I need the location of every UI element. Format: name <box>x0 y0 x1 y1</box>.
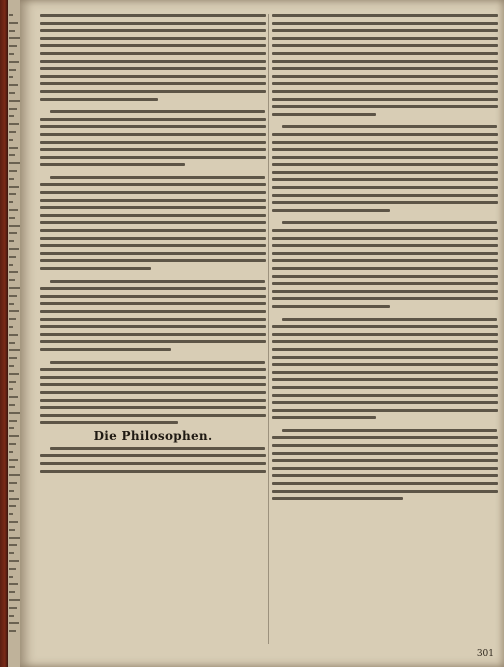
adjacent-text-line <box>9 482 17 484</box>
text-line <box>272 409 498 412</box>
adjacent-text-line <box>9 310 19 312</box>
adjacent-text-line <box>9 131 16 133</box>
adjacent-text-line <box>9 108 17 110</box>
text-line <box>40 310 266 313</box>
adjacent-text-line <box>9 303 14 305</box>
text-line <box>272 67 498 70</box>
adjacent-text-line <box>9 568 16 570</box>
text-line <box>40 267 151 270</box>
text-line <box>272 452 498 455</box>
text-line <box>50 361 265 364</box>
adjacent-text-line <box>9 466 15 468</box>
adjacent-text-line <box>9 435 19 437</box>
text-line <box>272 148 498 151</box>
adjacent-text-line <box>9 232 17 234</box>
text-line <box>40 406 266 409</box>
adjacent-text-line <box>9 552 14 554</box>
text-line <box>272 133 498 136</box>
adjacent-text-line <box>9 396 18 398</box>
text-line <box>40 52 266 55</box>
paragraph-gap <box>40 275 266 280</box>
text-line <box>272 156 498 159</box>
adjacent-text-line <box>9 544 17 546</box>
text-line <box>40 259 266 262</box>
text-line <box>272 244 498 247</box>
adjacent-text-line <box>9 560 19 562</box>
text-line <box>40 287 266 290</box>
text-line <box>40 333 266 336</box>
text-line <box>272 401 498 404</box>
text-line <box>272 237 498 240</box>
adjacent-text-line <box>9 599 20 601</box>
adjacent-text-line <box>9 154 15 156</box>
text-line <box>272 474 498 477</box>
text-line <box>272 348 498 351</box>
text-line <box>272 282 498 285</box>
text-line <box>272 178 498 181</box>
adjacent-text-line <box>9 14 13 16</box>
text-line <box>40 90 266 93</box>
text-line <box>282 318 497 321</box>
adjacent-page-edge <box>8 0 20 667</box>
adjacent-text-line <box>9 170 17 172</box>
text-line <box>272 371 498 374</box>
adjacent-text-line <box>9 412 20 414</box>
adjacent-text-line <box>9 115 14 117</box>
adjacent-text-line <box>9 147 18 149</box>
adjacent-text-line <box>9 92 15 94</box>
adjacent-text-line <box>9 318 16 320</box>
text-line <box>40 98 158 101</box>
adjacent-text-line <box>9 490 14 492</box>
adjacent-text-line <box>9 240 14 242</box>
paragraph-gap <box>272 313 498 318</box>
text-line <box>40 67 266 70</box>
text-line <box>272 497 403 500</box>
adjacent-text-line <box>9 279 15 281</box>
text-line <box>40 206 266 209</box>
text-line <box>272 209 390 212</box>
text-line <box>272 98 498 101</box>
adjacent-text-line <box>9 69 16 71</box>
text-line <box>272 82 498 85</box>
adjacent-text-line <box>9 178 14 180</box>
text-line <box>272 14 498 17</box>
text-line <box>272 297 498 300</box>
text-line <box>282 125 497 128</box>
text-line <box>272 333 498 336</box>
adjacent-text-line <box>9 256 16 258</box>
text-line <box>272 290 498 293</box>
text-line <box>40 376 266 379</box>
text-line <box>272 113 376 116</box>
adjacent-text-line <box>9 100 20 102</box>
text-line <box>40 462 266 465</box>
adjacent-text-line <box>9 357 17 359</box>
adjacent-text-line <box>9 61 19 63</box>
text-line <box>40 29 266 32</box>
adjacent-text-line <box>9 201 13 203</box>
adjacent-text-line <box>9 451 13 453</box>
text-line <box>40 252 266 255</box>
text-line <box>40 191 266 194</box>
text-line <box>272 194 498 197</box>
adjacent-text-line <box>9 427 14 429</box>
text-line <box>40 421 178 424</box>
adjacent-text-line <box>9 607 17 609</box>
text-line <box>272 259 498 262</box>
adjacent-text-line <box>9 615 14 617</box>
text-line <box>272 60 498 63</box>
adjacent-text-line <box>9 622 19 624</box>
adjacent-text-line <box>9 474 20 476</box>
adjacent-text-line <box>9 271 18 273</box>
text-line <box>40 470 266 473</box>
text-line <box>272 275 498 278</box>
adjacent-text-line <box>9 630 16 632</box>
adjacent-text-line <box>9 123 19 125</box>
adjacent-text-line <box>9 37 20 39</box>
adjacent-text-line <box>9 505 16 507</box>
text-line <box>40 75 266 78</box>
adjacent-text-line <box>9 459 18 461</box>
adjacent-text-line <box>9 295 17 297</box>
text-line <box>272 490 498 493</box>
text-line <box>272 386 498 389</box>
text-line <box>272 141 498 144</box>
text-line <box>50 447 265 450</box>
adjacent-text-line <box>9 334 18 336</box>
adjacent-text-line <box>9 326 13 328</box>
text-line <box>50 176 265 179</box>
adjacent-text-line <box>9 576 13 578</box>
text-line <box>272 325 498 328</box>
adjacent-text-line <box>9 186 19 188</box>
adjacent-text-line <box>9 30 15 32</box>
text-line <box>40 141 266 144</box>
text-line <box>272 378 498 381</box>
adjacent-text-line <box>9 537 20 539</box>
text-line <box>40 454 266 457</box>
text-line <box>40 37 266 40</box>
text-line <box>40 295 266 298</box>
text-line <box>40 237 266 240</box>
text-line <box>40 414 266 417</box>
text-line <box>272 171 498 174</box>
text-line <box>272 363 498 366</box>
adjacent-text-line <box>9 404 15 406</box>
text-line <box>50 280 265 283</box>
page-number: 301 <box>476 649 494 659</box>
adjacent-text-line <box>9 521 18 523</box>
text-line <box>40 199 266 202</box>
text-line <box>272 252 498 255</box>
text-line <box>40 383 266 386</box>
text-line <box>272 482 498 485</box>
text-line <box>272 22 498 25</box>
text-line <box>40 44 266 47</box>
text-line <box>40 125 266 128</box>
adjacent-text-line <box>9 349 20 351</box>
text-line <box>272 201 498 204</box>
text-line <box>40 399 266 402</box>
text-line <box>50 110 265 113</box>
adjacent-text-line <box>9 498 19 500</box>
adjacent-text-line <box>9 287 20 289</box>
text-column-left <box>40 14 266 477</box>
adjacent-text-line <box>9 381 16 383</box>
text-line <box>272 444 498 447</box>
text-line <box>40 318 266 321</box>
adjacent-text-line <box>9 443 16 445</box>
column-divider <box>268 14 269 644</box>
text-line <box>272 44 498 47</box>
adjacent-text-line <box>9 22 18 24</box>
text-line <box>40 229 266 232</box>
adjacent-text-line <box>9 76 13 78</box>
adjacent-text-line <box>9 248 19 250</box>
text-line <box>272 459 498 462</box>
text-line <box>272 90 498 93</box>
adjacent-text-line <box>9 373 19 375</box>
text-line <box>40 244 266 247</box>
adjacent-text-line <box>9 529 15 531</box>
text-line <box>272 29 498 32</box>
text-line <box>272 163 498 166</box>
text-line <box>272 105 498 108</box>
text-line <box>272 340 498 343</box>
text-line <box>272 416 376 419</box>
adjacent-text-line <box>9 209 18 211</box>
adjacent-text-line <box>9 84 18 86</box>
text-line <box>40 340 266 343</box>
book-spine-edge <box>0 0 8 667</box>
text-line <box>40 368 266 371</box>
text-line <box>282 221 497 224</box>
paragraph-gap <box>40 356 266 361</box>
text-line <box>40 325 266 328</box>
adjacent-text-line <box>9 217 15 219</box>
adjacent-text-line <box>9 264 13 266</box>
text-line <box>40 133 266 136</box>
adjacent-text-line <box>9 162 20 164</box>
text-line <box>272 394 498 397</box>
text-line <box>40 148 266 151</box>
text-line <box>272 75 498 78</box>
section-heading: Die Philosophen. <box>93 428 213 443</box>
text-line <box>40 183 266 186</box>
text-line <box>272 37 498 40</box>
text-line <box>40 118 266 121</box>
text-line <box>40 60 266 63</box>
text-line <box>272 356 498 359</box>
text-line <box>272 267 498 270</box>
text-line <box>40 22 266 25</box>
text-line <box>40 14 266 17</box>
adjacent-text-line <box>9 53 14 55</box>
text-line <box>40 221 266 224</box>
document-page <box>20 0 504 667</box>
adjacent-text-line <box>9 583 18 585</box>
text-line <box>40 82 266 85</box>
adjacent-text-line <box>9 342 15 344</box>
adjacent-text-line <box>9 45 17 47</box>
text-line <box>272 186 498 189</box>
text-line <box>40 156 266 159</box>
text-line <box>272 229 498 232</box>
text-line <box>40 302 266 305</box>
adjacent-text-line <box>9 513 13 515</box>
text-line <box>272 467 498 470</box>
text-line <box>40 214 266 217</box>
adjacent-text-line <box>9 420 17 422</box>
adjacent-text-line <box>9 225 20 227</box>
text-line <box>282 429 497 432</box>
adjacent-text-line <box>9 139 13 141</box>
text-line <box>272 436 498 439</box>
text-line <box>40 163 185 166</box>
adjacent-text-line <box>9 193 16 195</box>
text-line <box>40 348 171 351</box>
text-line <box>40 391 266 394</box>
adjacent-text-line <box>9 388 13 390</box>
adjacent-text-line <box>9 591 15 593</box>
text-line <box>272 52 498 55</box>
adjacent-text-line <box>9 365 14 367</box>
text-line <box>272 305 390 308</box>
text-column-right <box>272 14 498 505</box>
